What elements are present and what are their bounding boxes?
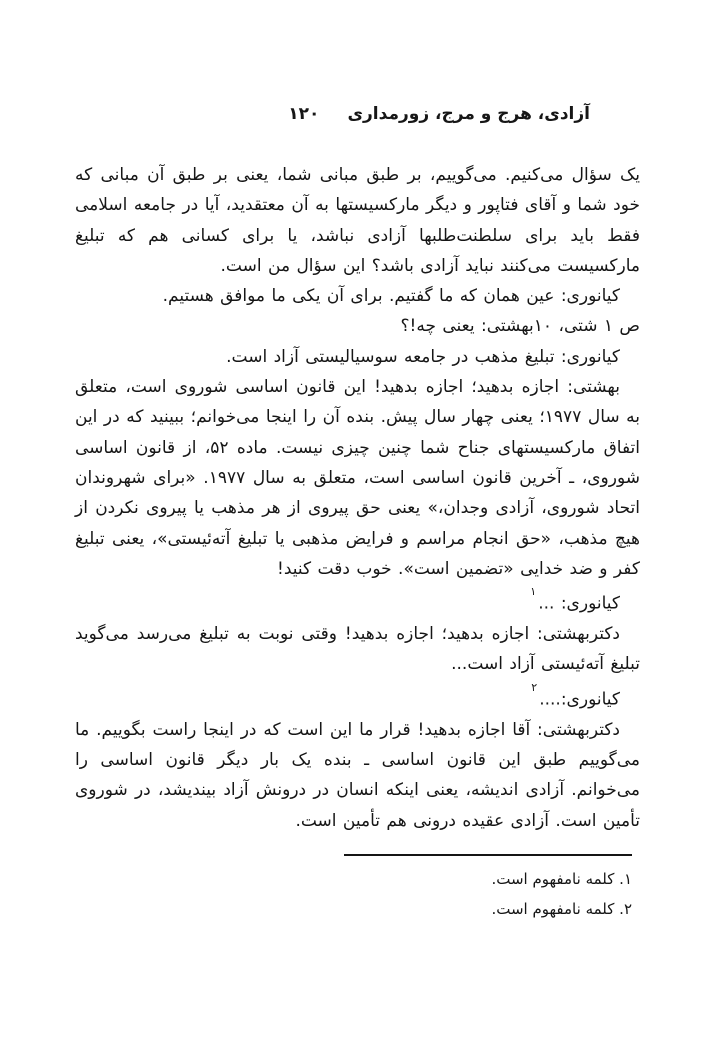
page-number: ۱۲۰ (288, 104, 320, 124)
body-paragraph (75, 584, 640, 619)
body-text (75, 160, 640, 836)
paragraph-text: کیانوری: عین همان که ما گفتیم. برای آن یکی ما موافق هستیم. (162, 286, 620, 307)
body-paragraph (75, 715, 640, 836)
paragraph-text: کیانوری:.... (539, 689, 620, 710)
paragraph-text: ص ۱ شتی، ۱۰بهشتی: یعنی چه!؟ (400, 316, 640, 337)
body-paragraph (75, 680, 640, 715)
page-title: آزادی، هرج و مرج، زورمداری (347, 104, 590, 124)
footnote-ref-1: ۱ (530, 585, 537, 599)
body-paragraph (75, 372, 640, 584)
body-paragraph (75, 281, 640, 311)
paragraph-text: بهشتی: اجازه بدهید؛ اجازه بدهید! این قانون اساسی شوروی است، متعلق به سال ۱۹۷۷؛ یعنی چهار سال پیش. بنده آن را اینجا می‌خوانم؛ ببینید که در این اتفاق مارکسیستهای جناح شما چنین چیزی نیست. ماده ۵۲، از قانون اساسی شوروی، ـ آخرین قانون اساسی است، متعلق به سال ۱۹۷۷. «برای شهروندان اتحاد شوروی، آزادی وجدان،» یعنی حق پیروی از هر مذهب یا پیروی نکردن از هیچ مذهب، «حق انجام مراسم و فرایض مذهبی یا تبلیغ آته‌ئیستی»، یعنی تبلیغ کفر و ضد خدایی «تضمین است». خوب دقت کنید! (75, 377, 641, 579)
body-paragraph (75, 160, 640, 281)
body-paragraph (75, 311, 640, 341)
footnote-separator (344, 854, 632, 856)
paragraph-text: دکتربهشتی: اجازه بدهید؛ اجازه بدهید! وقتی نوبت به تبلیغ می‌رسد می‌گوید تبلیغ آته‌ئیستی آزاد است... (75, 624, 640, 675)
page-header (288, 104, 590, 124)
footnote-ref-2: ۲ (531, 680, 538, 694)
body-paragraph (75, 342, 640, 372)
paragraph-text: دکتربهشتی: آقا اجازه بدهید! قرار ما این است که در اینجا راست بگوییم. ما می‌گوییم طبق این قانون اساسی ـ بنده یک بار دیگر قانون اساسی را می‌خوانم. آزادی اندیشه، یعنی اینکه انسان در درونش آزاد بیندیشد، در شوروی تأمین است. آزادی عقیده درونی هم تأمین است. (75, 719, 640, 831)
footnote-1: ۱. کلمه نامفهوم است. (491, 870, 632, 888)
body-paragraph (75, 619, 640, 680)
paragraph-text: کیانوری: ... (538, 593, 620, 614)
footnotes-section (75, 854, 632, 924)
footnote-2: ۲. کلمه نامفهوم است. (491, 900, 632, 918)
paragraph-text: یک سؤال می‌کنیم. می‌گوییم، بر طبق مبانی شما، یعنی بر طبق آن مبانی که خود شما و آقای فتاپور و دیگر مارکسیستها به آن معتقدید، آیا در جامعه اسلامی فقط باید برای سلطنت‌طلبها آزادی نباشد، یا برای کسانی هم که تبلیغ مارکسیست می‌کنند نباید آزادی باشد؟ این سؤال من است. (75, 165, 640, 276)
paragraph-text: کیانوری: تبلیغ مذهب در جامعه سوسیالیستی آزاد است. (226, 346, 620, 367)
